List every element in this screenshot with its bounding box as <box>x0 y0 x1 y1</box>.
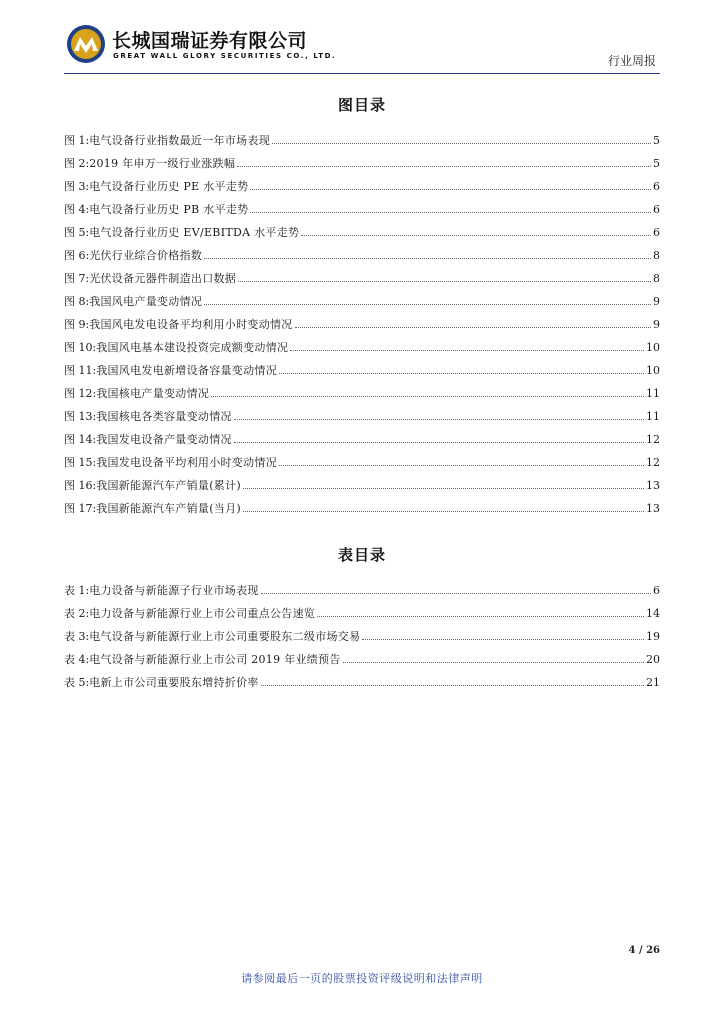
entry-title: 我国新能源汽车产销量(当月) <box>96 502 241 515</box>
entry-page-number: 20 <box>646 653 660 666</box>
entry-page-number: 9 <box>653 295 660 308</box>
dot-leader <box>279 372 644 374</box>
entry-title: 电力设备与新能源子行业市场表现 <box>89 584 259 597</box>
entry-page-number: 6 <box>653 226 660 239</box>
entry-title: 我国核电产量变动情况 <box>96 387 210 400</box>
figure-list-title: 图目录 <box>337 96 386 114</box>
entry-title: 电气设备行业历史 EV/EBITDA 水平走势 <box>89 226 300 239</box>
disclaimer-link[interactable]: 请参阅最后一页的股票投资评级说明和法律声明 <box>241 972 483 985</box>
entry-title: 2019 年申万一级行业涨跌幅 <box>89 157 236 170</box>
dot-leader <box>250 188 651 190</box>
entry-title: 光伏行业综合价格指数 <box>89 249 203 262</box>
page-number: 4 / 26 <box>628 945 660 956</box>
report-type-label: 行业周报 <box>607 54 656 68</box>
dot-leader <box>290 349 644 351</box>
page-header <box>64 22 660 74</box>
dot-leader <box>237 165 651 167</box>
table-entry[interactable] <box>64 643 660 666</box>
entry-label: 图 9: <box>64 318 90 331</box>
entry-title: 我国发电设备平均利用小时变动情况 <box>96 456 278 469</box>
dot-leader <box>204 257 651 259</box>
figure-entry[interactable] <box>64 124 660 147</box>
entry-page-number: 10 <box>646 364 660 377</box>
dot-leader <box>234 418 644 420</box>
entry-page-number: 12 <box>646 433 660 446</box>
entry-page-number: 13 <box>646 502 660 515</box>
dot-leader <box>250 211 651 213</box>
entry-label: 图 4: <box>64 203 90 216</box>
entry-page-number: 12 <box>646 456 660 469</box>
entry-label: 图 14: <box>64 433 97 446</box>
entry-page-number: 6 <box>653 203 660 216</box>
dot-leader <box>279 464 644 466</box>
entry-label: 图 2: <box>64 157 90 170</box>
entry-title: 电气设备行业历史 PB 水平走势 <box>89 203 249 216</box>
company-name-en: GREAT WALL GLORY SECURITIES CO., LTD. <box>113 52 337 60</box>
entry-title: 光伏设备元器件制造出口数据 <box>89 272 237 285</box>
entry-page-number: 11 <box>646 387 660 400</box>
entry-page-number: 11 <box>646 410 660 423</box>
entry-label: 表 3: <box>64 630 90 643</box>
entry-page-number: 10 <box>646 341 660 354</box>
entry-label: 图 7: <box>64 272 90 285</box>
figure-entry[interactable] <box>64 377 660 400</box>
entry-label: 图 5: <box>64 226 90 239</box>
entry-title: 电气设备行业指数最近一年市场表现 <box>89 134 271 147</box>
entry-label: 图 12: <box>64 387 97 400</box>
table-entry[interactable] <box>64 597 660 620</box>
entry-title: 电气设备与新能源行业上市公司重要股东二级市场交易 <box>89 630 361 643</box>
dot-leader <box>238 280 651 282</box>
entry-page-number: 6 <box>653 180 660 193</box>
entry-label: 图 16: <box>64 479 97 492</box>
figure-entry[interactable] <box>64 170 660 193</box>
entry-title: 我国风电发电设备平均利用小时变动情况 <box>89 318 293 331</box>
entry-title: 电气设备与新能源行业上市公司 2019 年业绩预告 <box>89 653 341 666</box>
dot-leader <box>211 395 644 397</box>
header-divider <box>64 73 660 74</box>
entry-label: 图 3: <box>64 180 90 193</box>
table-list <box>64 574 660 689</box>
figure-entry[interactable] <box>64 193 660 216</box>
table-entry[interactable] <box>64 620 660 643</box>
dot-leader <box>243 510 644 512</box>
figure-entry[interactable] <box>64 216 660 239</box>
figure-entry[interactable] <box>64 423 660 446</box>
table-entry[interactable] <box>64 666 660 689</box>
table-entry[interactable] <box>64 574 660 597</box>
dot-leader <box>301 234 651 236</box>
entry-label: 表 1: <box>64 584 90 597</box>
figure-entry[interactable] <box>64 239 660 262</box>
dot-leader <box>362 638 644 640</box>
dot-leader <box>343 661 644 663</box>
figure-entry[interactable] <box>64 446 660 469</box>
entry-title: 我国风电产量变动情况 <box>89 295 203 308</box>
entry-title: 电新上市公司重要股东增持折价率 <box>89 676 259 689</box>
entry-title: 我国新能源汽车产销量(累计) <box>96 479 241 492</box>
entry-page-number: 5 <box>653 157 660 170</box>
entry-label: 表 5: <box>64 676 90 689</box>
entry-label: 图 17: <box>64 502 97 515</box>
dot-leader <box>261 684 644 686</box>
figure-entry[interactable] <box>64 469 660 492</box>
entry-label: 图 15: <box>64 456 97 469</box>
entry-page-number: 19 <box>646 630 660 643</box>
figure-entry[interactable] <box>64 262 660 285</box>
entry-label: 表 2: <box>64 607 90 620</box>
figure-entry[interactable] <box>64 331 660 354</box>
entry-title: 电力设备与新能源行业上市公司重点公告速览 <box>89 607 316 620</box>
entry-label: 图 10: <box>64 341 97 354</box>
entry-label: 表 4: <box>64 653 90 666</box>
figure-entry[interactable] <box>64 354 660 377</box>
entry-title: 我国风电发电新增设备容量变动情况 <box>96 364 278 377</box>
entry-page-number: 6 <box>653 584 660 597</box>
dot-leader <box>295 326 651 328</box>
entry-label: 图 6: <box>64 249 90 262</box>
figure-list <box>64 124 660 515</box>
entry-label: 图 13: <box>64 410 97 423</box>
dot-leader <box>204 303 651 305</box>
entry-label: 图 11: <box>64 364 97 377</box>
figure-entry[interactable] <box>64 400 660 423</box>
entry-title: 电气设备行业历史 PE 水平走势 <box>89 180 249 193</box>
figure-entry[interactable] <box>64 147 660 170</box>
entry-title: 我国风电基本建设投资完成额变动情况 <box>96 341 289 354</box>
entry-page-number: 13 <box>646 479 660 492</box>
figure-entry[interactable] <box>64 492 660 515</box>
company-name-cn: 长城国瑞证券有限公司 <box>112 30 308 52</box>
entry-page-number: 8 <box>653 272 660 285</box>
dot-leader <box>272 142 651 144</box>
table-list-title: 表目录 <box>337 546 386 564</box>
entry-label: 图 8: <box>64 295 90 308</box>
company-logo-icon <box>66 24 106 64</box>
entry-page-number: 5 <box>653 134 660 147</box>
entry-page-number: 8 <box>653 249 660 262</box>
entry-title: 我国核电各类容量变动情况 <box>96 410 232 423</box>
dot-leader <box>234 441 644 443</box>
figure-entry[interactable] <box>64 308 660 331</box>
dot-leader <box>243 487 644 489</box>
entry-page-number: 9 <box>653 318 660 331</box>
figure-entry[interactable] <box>64 285 660 308</box>
entry-page-number: 21 <box>646 676 660 689</box>
dot-leader <box>317 615 644 617</box>
entry-page-number: 14 <box>646 607 660 620</box>
entry-label: 图 1: <box>64 134 90 147</box>
dot-leader <box>261 592 651 594</box>
entry-title: 我国发电设备产量变动情况 <box>96 433 232 446</box>
